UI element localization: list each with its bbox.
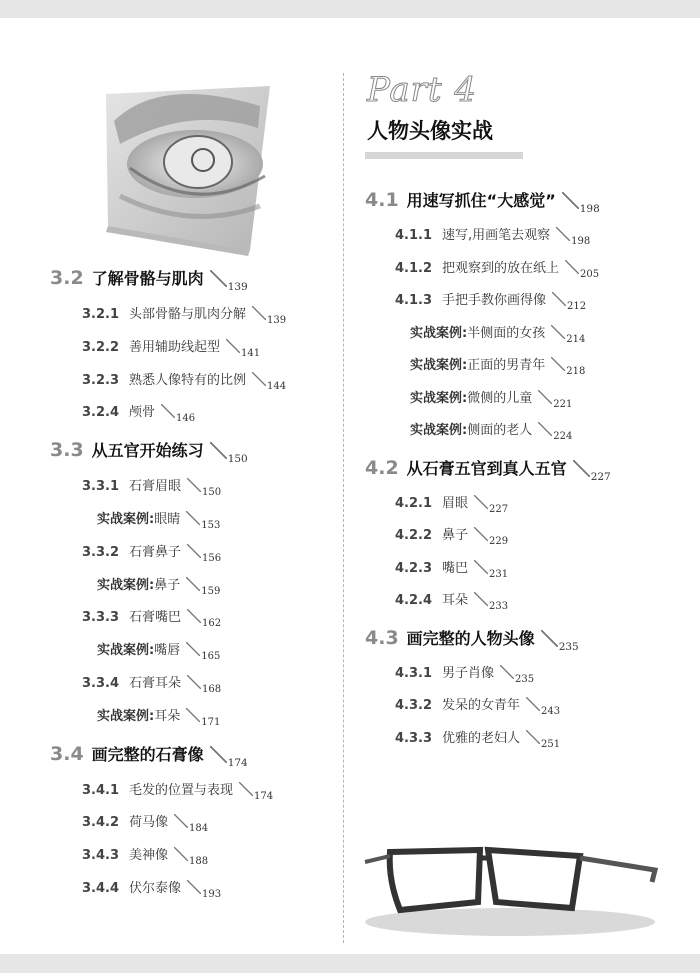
entry-number: 3.3.1 — [82, 479, 120, 495]
toc-case-entry[interactable] — [410, 322, 586, 345]
page-slash-icon — [474, 495, 488, 509]
entry-title: 用速写抓住“大感觉” — [406, 191, 556, 210]
toc-subsection-entry[interactable] — [395, 257, 600, 280]
page-number: 193 — [202, 889, 222, 900]
entry-title: 毛发的位置与表现 — [129, 782, 234, 798]
case-label: 实战案例: — [410, 423, 468, 438]
page-number: 205 — [580, 268, 600, 280]
entry-title: 把观察到的放在纸上 — [442, 260, 560, 276]
entry-title: 荷马像 — [129, 815, 169, 831]
toc-subsection-entry[interactable] — [82, 336, 261, 359]
page-slash-icon — [239, 782, 253, 796]
page-slash-icon — [252, 306, 266, 320]
page-slash-icon — [526, 730, 540, 744]
entry-number: 4.2 — [365, 456, 399, 479]
entry-number: 4.2.3 — [395, 560, 433, 576]
toc-subsection-entry[interactable] — [82, 779, 274, 802]
entry-title: 男子肖像 — [442, 665, 495, 681]
entry-title: 嘴唇 — [154, 643, 181, 659]
page-number: 150 — [202, 487, 222, 499]
entry-title: 速写,用画笔去观察 — [442, 228, 551, 243]
toc-subsection-entry[interactable] — [82, 303, 287, 326]
toc-subsection-entry[interactable] — [82, 369, 287, 392]
toc-case-entry[interactable] — [410, 354, 586, 377]
page-number: 235 — [558, 640, 579, 653]
toc-section-entry[interactable] — [50, 742, 248, 769]
entry-title: 伏尔泰像 — [129, 881, 182, 896]
entry-title: 石膏鼻子 — [129, 544, 182, 560]
page-slash-icon — [556, 227, 570, 241]
part-underline-bar — [365, 152, 523, 159]
entry-title: 石膏眉眼 — [129, 479, 182, 495]
entry-title: 从石膏五官到真人五官 — [406, 458, 567, 478]
entry-number: 3.4.1 — [82, 782, 120, 798]
entry-number: 3.2.4 — [82, 405, 120, 421]
toc-subsection-entry[interactable] — [395, 589, 509, 612]
page-number: 227 — [590, 470, 611, 483]
plaster-eye-illustration — [100, 66, 278, 256]
entry-number: 3.2.2 — [82, 339, 120, 355]
entry-number: 4.2.2 — [395, 528, 433, 543]
toc-subsection-entry[interactable] — [82, 606, 222, 630]
page-slash-icon — [538, 390, 552, 404]
page-slash-icon — [565, 260, 579, 274]
toc-section-entry[interactable] — [50, 266, 248, 293]
entry-title: 正面的男青年 — [467, 358, 546, 373]
page-slash-icon — [186, 577, 200, 591]
page-slash-icon — [252, 372, 266, 386]
page-number: 198 — [579, 203, 600, 215]
entry-number: 4.1 — [365, 189, 399, 211]
page-number: 139 — [227, 281, 248, 293]
page-slash-icon — [474, 592, 488, 606]
entry-title: 半侧面的女孩 — [467, 325, 546, 341]
page-number: 243 — [541, 706, 561, 717]
entry-number: 3.3.3 — [82, 610, 120, 626]
toc-subsection-entry[interactable] — [395, 557, 509, 580]
toc-subsection-entry[interactable] — [82, 401, 196, 425]
page-number: 174 — [254, 790, 274, 802]
entry-title: 侧面的老人 — [467, 423, 533, 438]
entry-title: 耳朵 — [442, 593, 469, 608]
entry-title: 优雅的老妇人 — [442, 730, 521, 746]
toc-subsection-entry[interactable] — [395, 524, 509, 547]
page-slash-icon — [186, 708, 200, 722]
entry-title: 美神像 — [129, 848, 169, 864]
entry-number: 3.2.3 — [82, 372, 120, 388]
entry-number: 3.4 — [50, 742, 84, 765]
case-label: 实战案例: — [410, 358, 468, 373]
entry-title: 手把手教你画得像 — [442, 293, 547, 308]
page-slash-icon — [474, 560, 488, 574]
entry-title: 颅骨 — [129, 405, 156, 421]
case-label: 实战案例: — [97, 643, 155, 659]
page-number: 233 — [489, 601, 509, 612]
page-slash-icon — [500, 665, 514, 679]
page-number: 221 — [553, 398, 573, 410]
toc-subsection-entry[interactable] — [395, 694, 561, 717]
page-number: 188 — [189, 856, 209, 868]
case-label: 实战案例: — [410, 325, 468, 341]
glasses-illustration — [360, 840, 665, 940]
toc-case-entry[interactable] — [97, 639, 221, 663]
page-number: 150 — [227, 453, 248, 466]
page-number: 184 — [189, 823, 209, 835]
page-slash-icon — [551, 325, 565, 339]
page-number: 214 — [566, 333, 586, 345]
page-number: 174 — [227, 756, 248, 769]
page-number: 229 — [489, 536, 509, 547]
entry-title: 耳朵 — [154, 708, 181, 724]
entry-number: 4.1.2 — [395, 260, 433, 276]
page-slash-icon — [474, 527, 488, 541]
entry-title: 鼻子 — [442, 528, 469, 543]
toc-subsection-entry[interactable] — [82, 541, 222, 564]
entry-title: 发呆的女青年 — [442, 698, 521, 713]
page-slash-icon — [526, 697, 540, 711]
page-number: 159 — [201, 585, 221, 597]
entry-number: 4.3.2 — [395, 698, 433, 713]
toc-case-entry[interactable] — [97, 574, 221, 597]
case-label: 实战案例: — [97, 708, 155, 724]
part-title: Part 4 — [367, 70, 477, 110]
page-number: 218 — [566, 366, 586, 377]
entry-number: 4.1.1 — [395, 228, 433, 243]
toc-section-entry[interactable] — [50, 438, 248, 466]
entry-title: 从五官开始练习 — [91, 441, 204, 461]
toc-subsection-entry[interactable] — [395, 492, 509, 515]
toc-subsection-entry[interactable] — [82, 672, 222, 695]
toc-subsection-entry[interactable] — [395, 727, 561, 750]
page-number: 251 — [541, 738, 561, 750]
toc-section-entry[interactable] — [365, 456, 611, 483]
entry-number: 3.4.2 — [82, 815, 120, 831]
page-number: 139 — [267, 315, 287, 326]
toc-case-entry[interactable] — [410, 419, 573, 442]
page-number: 153 — [201, 520, 221, 531]
entry-title: 头部骨骼与肌肉分解 — [129, 307, 247, 322]
entry-title: 了解骨骼与肌肉 — [91, 269, 204, 288]
toc-subsection-entry[interactable] — [82, 811, 209, 835]
column-divider — [343, 73, 344, 943]
page-slash-icon — [210, 746, 227, 763]
page-slash-icon — [551, 357, 565, 371]
toc-subsection-entry[interactable] — [82, 877, 222, 900]
entry-number: 4.3.1 — [395, 665, 433, 681]
entry-number: 3.3.4 — [82, 676, 120, 691]
page-slash-icon — [174, 847, 188, 861]
toc-section-entry[interactable] — [365, 626, 579, 653]
page-slash-icon — [573, 460, 590, 477]
page-number: 198 — [571, 236, 591, 247]
page-number: 231 — [489, 568, 509, 580]
page-number: 165 — [201, 651, 221, 663]
page-slash-icon — [226, 339, 240, 353]
page-slash-icon — [210, 442, 227, 459]
entry-number: 3.3 — [50, 439, 84, 462]
entry-title: 鼻子 — [154, 577, 181, 593]
toc-case-entry[interactable] — [410, 387, 573, 410]
entry-title: 石膏耳朵 — [129, 676, 182, 691]
page-number: 235 — [515, 673, 535, 685]
page-number: 162 — [202, 618, 222, 630]
case-label: 实战案例: — [97, 512, 155, 527]
entry-number: 3.4.3 — [82, 848, 120, 864]
page-number: 212 — [567, 301, 587, 312]
page-number: 144 — [267, 380, 287, 392]
entry-title: 微侧的儿童 — [467, 390, 533, 406]
entry-number: 4.2.4 — [395, 593, 433, 608]
entry-number: 3.4.4 — [82, 881, 120, 896]
entry-title: 石膏嘴巴 — [129, 610, 182, 626]
page-slash-icon — [187, 544, 201, 558]
entry-number: 4.3.3 — [395, 730, 433, 746]
entry-title: 善用辅助线起型 — [129, 339, 221, 355]
entry-title: 画完整的人物头像 — [406, 628, 535, 648]
toc-subsection-entry[interactable] — [395, 289, 587, 312]
entry-number: 3.3.2 — [82, 544, 120, 560]
page-slash-icon — [187, 478, 201, 492]
toc-subsection-entry[interactable] — [395, 224, 591, 247]
page-number: 156 — [202, 552, 222, 564]
page-number: 227 — [489, 503, 509, 515]
page-slash-icon — [187, 675, 201, 689]
toc-page — [0, 18, 700, 954]
toc-subsection-entry[interactable] — [82, 844, 209, 868]
page-slash-icon — [187, 880, 201, 894]
toc-section-entry[interactable] — [365, 188, 600, 215]
page-number: 146 — [176, 413, 196, 425]
page-slash-icon — [186, 511, 200, 525]
entry-number: 3.2 — [50, 267, 84, 289]
entry-title: 嘴巴 — [442, 560, 469, 576]
toc-case-entry[interactable] — [97, 705, 221, 728]
page-number: 171 — [201, 716, 221, 728]
page-slash-icon — [552, 292, 566, 306]
page-number: 168 — [202, 684, 222, 695]
page-number: 141 — [241, 347, 261, 359]
toc-subsection-entry[interactable] — [395, 662, 535, 685]
page-slash-icon — [541, 630, 558, 647]
entry-number: 4.1.3 — [395, 293, 433, 308]
part-subtitle: 人物头像实战 — [367, 119, 493, 143]
entry-number: 3.2.1 — [82, 307, 120, 322]
page-slash-icon — [174, 814, 188, 828]
case-label: 实战案例: — [410, 390, 468, 406]
entry-number: 4.3 — [365, 626, 399, 649]
page-slash-icon — [538, 422, 552, 436]
page-slash-icon — [210, 270, 227, 287]
case-label: 实战案例: — [97, 577, 155, 593]
page-number: 224 — [553, 431, 573, 442]
page-slash-icon — [186, 642, 200, 656]
entry-title: 眼睛 — [154, 512, 181, 527]
entry-title: 熟悉人像特有的比例 — [129, 372, 247, 388]
entry-number: 4.2.1 — [395, 495, 433, 511]
entry-title: 眉眼 — [442, 495, 469, 511]
page-slash-icon — [161, 404, 175, 418]
toc-subsection-entry[interactable] — [82, 475, 222, 499]
page-slash-icon — [562, 192, 579, 209]
page-slash-icon — [187, 609, 201, 623]
toc-case-entry[interactable] — [97, 508, 221, 531]
entry-title: 画完整的石膏像 — [91, 744, 204, 764]
